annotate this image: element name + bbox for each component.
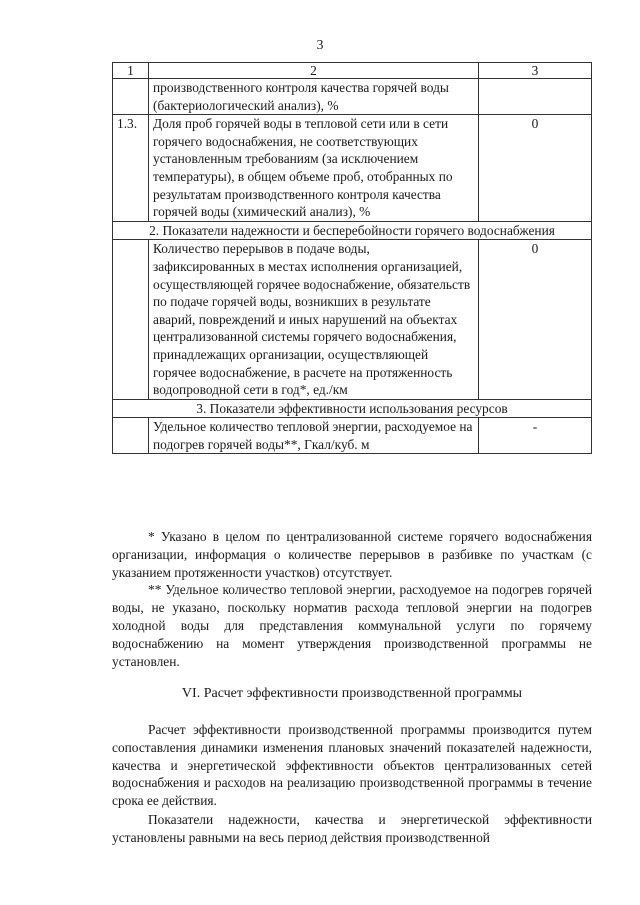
body-text [112, 721, 592, 847]
paragraph-1: Расчет эффективности производственной программы производится путем сопоставления динамики изменения плановых значений показателей надежности, качества и энергетической эффективности объектов централизованных сетей водоснабжения и расходов на реализацию производственной программы в течение срока ее действия. [112, 722, 592, 809]
row-indicator-text: производственного контроля качества горячей воды (бактериологический анализ), % [149, 79, 479, 115]
row-number [113, 79, 149, 115]
table-row [113, 240, 592, 399]
row-indicator-text: Удельное количество тепловой энергии, расходуемое на подогрев горячей воды**, Гкал/куб. м [149, 418, 479, 454]
section-title: 3. Показатели эффективности использования ресурсов [113, 399, 592, 418]
header-col-1: 1 [113, 63, 149, 79]
footnote-1: * Указано в целом по централизованной системе горячего водоснабжения организации, информация о количестве перерывов в разбивке по участкам (с указанием протяженности участков) отсутствует. [112, 529, 592, 580]
row-value: 0 [479, 115, 592, 222]
header-col-3: 3 [479, 63, 592, 79]
table-row [113, 115, 592, 222]
paragraph-2: Показатели надежности, качества и энергетической эффективности установлены равными на весь период действия производственной [112, 811, 592, 845]
table-row [113, 79, 592, 115]
header-col-2: 2 [149, 63, 479, 79]
table-row [113, 418, 592, 454]
section-title: 2. Показатели надежности и бесперебойности горячего водоснабжения [113, 221, 592, 240]
row-value: - [479, 418, 592, 454]
table-section-row [113, 399, 592, 418]
row-number [113, 418, 149, 454]
indicators-table [112, 62, 592, 454]
page-number: 3 [316, 38, 324, 53]
table-header-row [113, 63, 592, 79]
footnotes [112, 528, 592, 670]
section-heading: VI. Расчет эффективности производственной программы [181, 686, 523, 701]
row-indicator-text: Количество перерывов в подаче воды, зафиксированных в местах исполнения организацией, осуществляющей горячее водоснабжение, обязательств по подаче горячей воды, возникших в результате аварий, повреждений и иных нарушений на объектах централизованной системы горячего водоснабжения, принадлежащих организации, осуществляющей горячее водоснабжение, в расчете на протяженность водопроводной сети в год*, ед./км [149, 240, 479, 399]
row-value: 0 [479, 240, 592, 399]
table-section-row [113, 221, 592, 240]
row-number: 1.3. [113, 115, 149, 222]
row-indicator-text: Доля проб горячей воды в тепловой сети или в сети горячего водоснабжения, не соответствующих установленным требованиям (за исключением температуры), в общем объеме проб, отобранных по результатам производственного контроля качества горячей воды (химический анализ), % [149, 115, 479, 222]
footnote-2: ** Удельное количество тепловой энергии, расходуемое на подогрев горячей воды, не указано, поскольку норматив расхода тепловой энергии на подогрев холодной воды для представления коммунальной услуги по горячему водоснабжению на момент утверждения производственной программы не установлен. [112, 582, 592, 669]
row-value [479, 79, 592, 115]
row-number [113, 240, 149, 399]
